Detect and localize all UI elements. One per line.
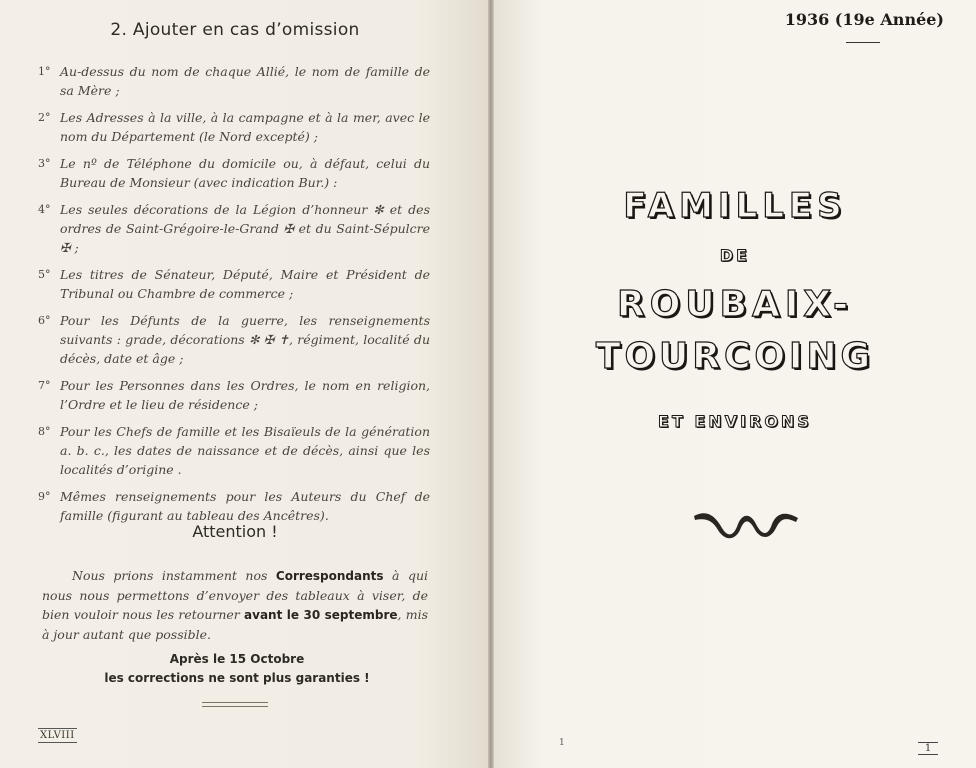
deadline-line-1: Après le 15 Octobre bbox=[169, 652, 305, 666]
double-rule-divider bbox=[202, 702, 268, 707]
title-et-environs: ET ENVIRONS bbox=[658, 412, 812, 431]
item-text: Les seules décorations de la Légion d’honneur ✻ et des ordres de Saint-Grégoire-le-Grand ✠ et du Saint-Sépulcre ✠ ; bbox=[60, 202, 430, 255]
item-number: 4° bbox=[38, 203, 51, 216]
item-number: 6° bbox=[38, 314, 51, 327]
item-number: 1° bbox=[38, 65, 51, 78]
page-folio: XLVIII bbox=[40, 730, 75, 741]
title-de: DE bbox=[719, 246, 751, 265]
attention-text: à qui nous nous permettons d’envoyer des tableaux à viser, de bien vouloir nous les retourner bbox=[42, 568, 428, 622]
list-item bbox=[38, 422, 430, 479]
item-text: Pour les Personnes dans les Ordres, le nom en religion, l’Ordre et le lieu de résidence ; bbox=[60, 378, 430, 412]
item-text: Le nº de Téléphone du domicile ou, à défaut, celui du Bureau de Monsieur (avec indication Bur.) : bbox=[60, 156, 430, 190]
omission-list bbox=[38, 62, 430, 533]
item-text: Les titres de Sénateur, Député, Maire et Président de Tribunal ou Chambre de commerce ; bbox=[60, 267, 430, 301]
item-number: 3° bbox=[38, 157, 51, 170]
deadline-line-2: les corrections ne sont plus garanties ! bbox=[104, 671, 370, 685]
list-item bbox=[38, 265, 430, 303]
year-heading: 1936 (19e Année) bbox=[784, 10, 944, 29]
item-number: 2° bbox=[38, 111, 51, 124]
item-text: Mêmes renseignements pour les Auteurs du Chef de famille (figurant au tableau des Ancêtres). bbox=[60, 489, 430, 523]
attention-paragraph bbox=[42, 566, 428, 644]
item-text: Pour les Défunts de la guerre, les renseignements suivants : grade, décorations ✻ ✠ ✝, régiment, localité du décès, date et âge ; bbox=[60, 313, 430, 366]
list-item bbox=[38, 487, 430, 525]
attention-text: Nous prions instamment nos bbox=[72, 568, 276, 583]
item-text: Les Adresses à la ville, à la campagne et à la mer, avec le nom du Département (le Nord excepté) ; bbox=[60, 110, 430, 144]
attention-bold-correspondants: Correspondants bbox=[275, 569, 384, 583]
item-number: 9° bbox=[38, 490, 51, 503]
list-item bbox=[38, 376, 430, 414]
small-folio: 1 bbox=[559, 738, 565, 748]
list-item bbox=[38, 200, 430, 257]
item-number: 7° bbox=[38, 379, 51, 392]
item-text: Au-dessus du nom de chaque Allié, le nom de famille de sa Mère ; bbox=[60, 64, 430, 98]
right-page bbox=[494, 0, 976, 768]
item-number: 8° bbox=[38, 425, 51, 438]
year-rule-divider bbox=[846, 42, 880, 43]
attention-text: , mis à jour autant que possible. bbox=[42, 607, 429, 642]
title-roubaix: ROUBAIX- bbox=[616, 284, 853, 325]
attention-title: Attention ! bbox=[192, 522, 278, 541]
item-number: 5° bbox=[38, 268, 51, 281]
deadline-notice bbox=[0, 650, 474, 688]
list-item bbox=[38, 311, 430, 368]
attention-bold-date: avant le 30 septembre bbox=[244, 608, 398, 622]
section-title: 2. Ajouter en cas d’omission bbox=[110, 20, 360, 40]
title-tourcoing: TOURCOING bbox=[595, 336, 875, 377]
item-text: Pour les Chefs de famille et les Bisaïeuls de la génération a. b. c., les dates de naissance et de décès, ainsi que les localités d’origine . bbox=[60, 424, 430, 477]
list-item bbox=[38, 62, 430, 100]
list-item bbox=[38, 154, 430, 192]
title-familles: FAMILLES bbox=[623, 186, 847, 226]
page-folio: 1 bbox=[918, 742, 938, 755]
list-item bbox=[38, 108, 430, 146]
wave-ornament-icon bbox=[692, 506, 800, 540]
